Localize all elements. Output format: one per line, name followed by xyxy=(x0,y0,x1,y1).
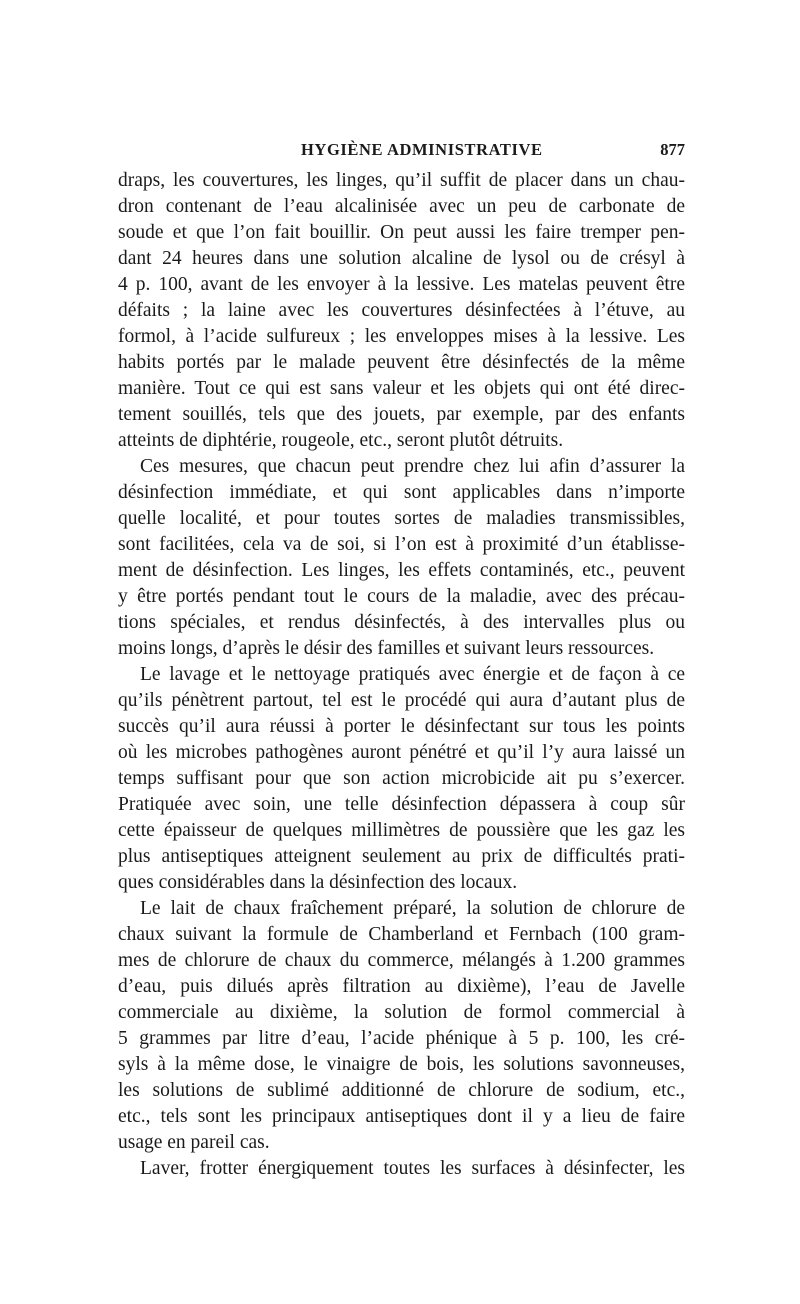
paragraph xyxy=(118,662,685,896)
text-line: ment de désinfection. Les linges, les effets contaminés, etc., peuvent xyxy=(118,560,685,581)
text-line: tement souillés, tels que des jouets, par exemple, par des enfants xyxy=(118,404,685,425)
text-line: quelle localité, et pour toutes sortes de maladies transmissibles, xyxy=(118,508,685,529)
text-line: atteints de diphtérie, rougeole, etc., seront plutôt détruits. xyxy=(118,430,564,451)
text-line: Pratiquée avec soin, une telle désinfection dépassera à coup sûr xyxy=(118,794,685,815)
text-line: 4 p. 100, avant de les envoyer à la lessive. Les matelas peuvent être xyxy=(118,274,685,295)
text-line: où les microbes pathogènes auront pénétré et qu’il l’y aura laissé un xyxy=(118,742,685,763)
paragraph xyxy=(118,1156,685,1182)
text-line: plus antiseptiques atteignent seulement au prix de difficultés prati- xyxy=(118,846,685,867)
text-line: draps, les couvertures, les linges, qu’il suffit de placer dans un chau- xyxy=(118,170,685,191)
text-line: commerciale au dixième, la solution de formol commercial à xyxy=(118,1002,685,1023)
page-number: 877 xyxy=(660,140,685,159)
text-line: défaits ; la laine avec les couvertures désinfectées à l’étuve, au xyxy=(118,300,685,321)
text-line: syls à la même dose, le vinaigre de bois, les solutions savonneuses, xyxy=(118,1054,685,1075)
text-line: chaux suivant la formule de Chamberland et Fernbach (100 gram- xyxy=(118,924,685,945)
text-line: les solutions de sublimé additionné de chlorure de sodium, etc., xyxy=(118,1080,685,1101)
text-line: dron contenant de l’eau alcalinisée avec un peu de carbonate de xyxy=(118,196,685,217)
text-line: mes de chlorure de chaux du commerce, mélangés à 1.200 grammes xyxy=(118,950,685,971)
paragraph xyxy=(118,168,685,454)
running-title: HYGIÈNE ADMINISTRATIVE xyxy=(301,140,543,159)
text-line: formol, à l’acide sulfureux ; les enveloppes mises à la lessive. Les xyxy=(118,326,685,347)
text-line: habits portés par le malade peuvent être désinfectés de la même xyxy=(118,352,685,373)
text-line: Laver, frotter énergiquement toutes les surfaces à désinfecter, les xyxy=(140,1158,685,1179)
text-line: ques considérables dans la désinfection des locaux. xyxy=(118,872,518,893)
body-text xyxy=(118,168,685,1182)
text-line: qu’ils pénètrent partout, tel est le procédé qui aura d’autant plus de xyxy=(118,690,685,711)
text-line: cette épaisseur de quelques millimètres de poussière que les gaz les xyxy=(118,820,685,841)
text-line: sont facilitées, cela va de soi, si l’on est à proximité d’un établisse- xyxy=(118,534,685,555)
text-line: y être portés pendant tout le cours de la maladie, avec des précau- xyxy=(118,586,685,607)
text-line: moins longs, d’après le désir des familles et suivant leurs ressources. xyxy=(118,638,655,659)
text-line: soude et que l’on fait bouillir. On peut aussi les faire tremper pen- xyxy=(118,222,685,243)
text-line: Le lavage et le nettoyage pratiqués avec énergie et de façon à ce xyxy=(140,664,685,685)
text-line: Le lait de chaux fraîchement préparé, la solution de chlorure de xyxy=(140,898,685,919)
text-line: d’eau, puis dilués après filtration au dixième), l’eau de Javelle xyxy=(118,976,685,997)
running-header xyxy=(118,140,685,164)
text-line: Ces mesures, que chacun peut prendre chez lui afin d’assurer la xyxy=(140,456,685,477)
text-line: dant 24 heures dans une solution alcaline de lysol ou de crésyl à xyxy=(118,248,685,269)
text-line: désinfection immédiate, et qui sont applicables dans n’importe xyxy=(118,482,685,503)
text-line: temps suffisant pour que son action microbicide ait pu s’exercer. xyxy=(118,768,685,789)
paragraph xyxy=(118,454,685,662)
text-line: usage en pareil cas. xyxy=(118,1132,270,1153)
text-line: manière. Tout ce qui est sans valeur et les objets qui ont été direc- xyxy=(118,378,685,399)
text-line: 5 grammes par litre d’eau, l’acide phénique à 5 p. 100, les cré- xyxy=(118,1028,685,1049)
text-line: etc., tels sont les principaux antiseptiques dont il y a lieu de faire xyxy=(118,1106,685,1127)
paragraph xyxy=(118,896,685,1156)
text-line: tions spéciales, et rendus désinfectés, à des intervalles plus ou xyxy=(118,612,685,633)
text-line: succès qu’il aura réussi à porter le désinfectant sur tous les points xyxy=(118,716,685,737)
